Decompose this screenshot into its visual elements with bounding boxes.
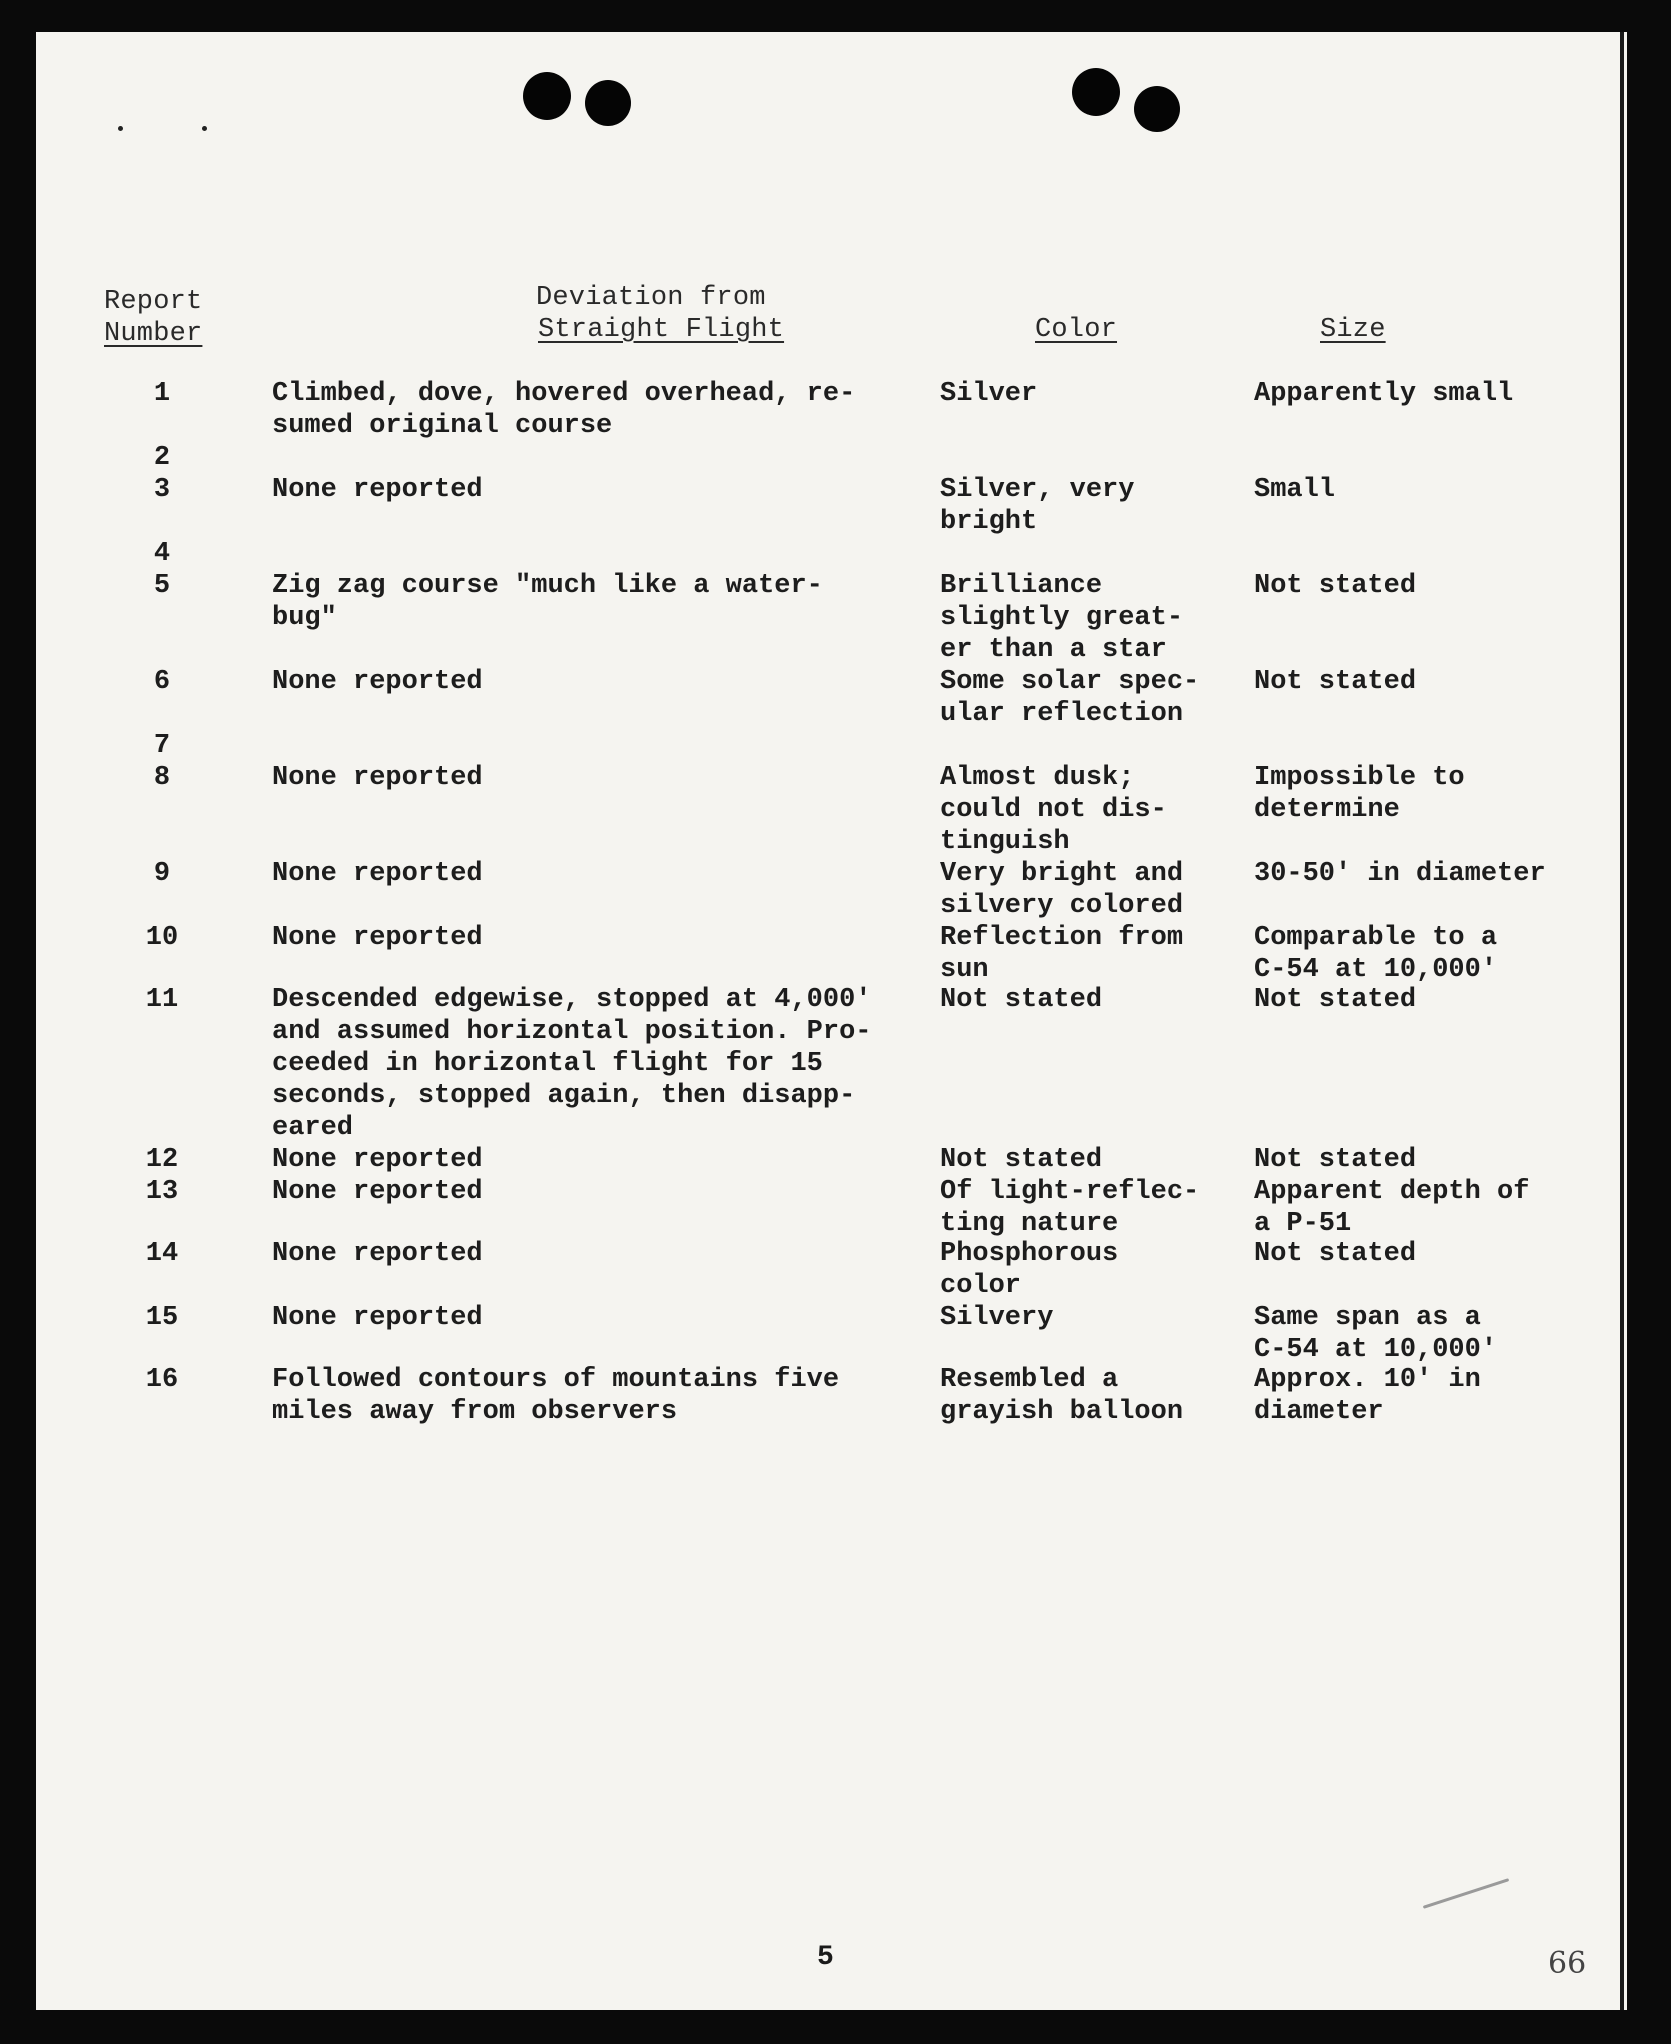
deviation-cell (272, 762, 483, 794)
deviation-cell (272, 1302, 483, 1334)
size-cell (1254, 762, 1465, 826)
deviation-cell-line: Climbed, dove, hovered overhead, re- (272, 379, 856, 409)
deviation-cell (272, 474, 483, 506)
color-cell-line: color (940, 1271, 1022, 1301)
deviation-cell-line: None reported (272, 859, 483, 889)
deviation-cell-line: bug" (272, 603, 337, 633)
size-cell-line: 30-50' in diameter (1254, 859, 1546, 889)
size-cell (1254, 474, 1335, 506)
deviation-cell-line: Zig zag course "much like a water- (272, 571, 823, 601)
report-number: 1 (153, 379, 171, 409)
report-number: 12 (145, 1145, 179, 1175)
color-cell-line: Silver (940, 379, 1038, 409)
deviation-cell-line: None reported (272, 1239, 483, 1269)
color-cell (940, 474, 1134, 538)
punch-hole (523, 72, 571, 120)
report-number: 11 (145, 985, 179, 1015)
deviation-cell-line: miles away from observers (272, 1397, 678, 1427)
deviation-cell (272, 984, 872, 1144)
deviation-cell-line: Descended edgewise, stopped at 4,000' (272, 985, 872, 1015)
size-cell-line: Not stated (1254, 1145, 1417, 1175)
color-cell-line: slightly great- (940, 603, 1184, 633)
color-cell (940, 1176, 1199, 1240)
color-cell (940, 858, 1183, 922)
deviation-cell (272, 1238, 483, 1270)
size-cell-line: Comparable to a (1254, 923, 1498, 953)
color-cell-line: silvery colored (940, 891, 1184, 921)
punch-hole (585, 80, 631, 126)
report-number: 7 (153, 731, 171, 761)
header-size: Size (1320, 315, 1386, 345)
color-cell-line: Phosphorous (940, 1239, 1119, 1269)
report-number: 13 (145, 1177, 179, 1207)
deviation-cell (272, 570, 823, 634)
color-cell-line: ular reflection (940, 699, 1184, 729)
header-report: Report (104, 287, 203, 317)
handwritten-mark: 66 (1548, 1946, 1587, 1981)
header-color: Color (1035, 315, 1118, 345)
size-cell (1254, 1176, 1529, 1240)
page-edge (1620, 32, 1624, 2010)
color-cell (940, 1302, 1053, 1334)
report-number: 14 (145, 1239, 179, 1269)
speck (202, 126, 207, 131)
size-cell (1254, 1144, 1416, 1176)
header-number: Number (104, 319, 203, 349)
size-cell (1254, 570, 1416, 602)
report-number: 2 (153, 443, 171, 473)
color-cell (940, 666, 1199, 730)
color-cell-line: Almost dusk; (940, 763, 1135, 793)
size-cell-line: Not stated (1254, 1239, 1417, 1269)
color-cell (940, 922, 1183, 986)
size-cell (1254, 378, 1513, 410)
size-cell (1254, 1238, 1416, 1270)
deviation-cell-line: ceeded in horizontal flight for 15 (272, 1049, 823, 1079)
color-cell (940, 984, 1102, 1016)
deviation-cell-line: None reported (272, 763, 483, 793)
color-cell-line: Silver, very (940, 475, 1135, 505)
report-number: 9 (153, 859, 171, 889)
size-cell-line: Apparently small (1254, 379, 1514, 409)
size-cell-line: Not stated (1254, 985, 1417, 1015)
deviation-cell-line: sumed original course (272, 411, 613, 441)
deviation-cell (272, 666, 483, 698)
size-cell-line: Not stated (1254, 571, 1417, 601)
color-cell (940, 1238, 1118, 1302)
report-number: 6 (153, 667, 171, 697)
deviation-cell (272, 858, 483, 890)
punch-hole (1072, 68, 1120, 116)
size-cell-line: Not stated (1254, 667, 1417, 697)
deviation-cell-line: None reported (272, 1303, 483, 1333)
page-number: 5 (817, 1942, 834, 1973)
color-cell (940, 1144, 1102, 1176)
header-straight-flight: Straight Flight (538, 315, 785, 345)
color-cell-line: ting nature (940, 1209, 1119, 1239)
size-cell-line: Impossible to (1254, 763, 1465, 793)
color-cell (940, 1364, 1183, 1428)
deviation-cell-line: None reported (272, 475, 483, 505)
deviation-cell-line: and assumed horizontal position. Pro- (272, 1017, 872, 1047)
size-cell-line: C-54 at 10,000' (1254, 955, 1498, 985)
color-cell-line: tinguish (940, 827, 1070, 857)
size-cell (1254, 1364, 1481, 1428)
size-cell (1254, 858, 1546, 890)
size-cell-line: diameter (1254, 1397, 1384, 1427)
color-cell-line: Not stated (940, 985, 1103, 1015)
speck (118, 126, 123, 131)
color-cell (940, 378, 1037, 410)
deviation-cell (272, 1364, 839, 1428)
size-cell-line: Small (1254, 475, 1336, 505)
color-cell-line: grayish balloon (940, 1397, 1184, 1427)
size-cell-line: a P-51 (1254, 1209, 1352, 1239)
pencil-mark (1423, 1878, 1510, 1909)
report-number: 5 (153, 571, 171, 601)
report-number: 8 (153, 763, 171, 793)
size-cell (1254, 1302, 1497, 1366)
color-cell-line: er than a star (940, 635, 1167, 665)
color-cell-line: Resembled a (940, 1365, 1119, 1395)
color-cell-line: Of light-reflec- (940, 1177, 1200, 1207)
report-number: 16 (145, 1365, 179, 1395)
punch-hole (1134, 86, 1180, 132)
color-cell-line: bright (940, 507, 1038, 537)
size-cell (1254, 984, 1416, 1016)
deviation-cell-line: None reported (272, 1145, 483, 1175)
color-cell (940, 570, 1183, 666)
size-cell-line: Same span as a (1254, 1303, 1481, 1333)
size-cell-line: Apparent depth of (1254, 1177, 1530, 1207)
color-cell-line: could not dis- (940, 795, 1167, 825)
deviation-cell (272, 1144, 483, 1176)
report-number: 15 (145, 1303, 179, 1333)
deviation-cell-line: None reported (272, 667, 483, 697)
deviation-cell-line: None reported (272, 1177, 483, 1207)
color-cell-line: Silvery (940, 1303, 1054, 1333)
deviation-cell-line: Followed contours of mountains five (272, 1365, 840, 1395)
color-cell-line: sun (940, 955, 989, 985)
size-cell-line: determine (1254, 795, 1400, 825)
deviation-cell-line: eared (272, 1113, 354, 1143)
deviation-cell-line: seconds, stopped again, then disapp- (272, 1081, 856, 1111)
header-deviation: Deviation from (536, 283, 766, 313)
report-number: 10 (145, 923, 179, 953)
deviation-cell (272, 922, 483, 954)
color-cell-line: Very bright and (940, 859, 1184, 889)
report-number: 3 (153, 475, 171, 505)
size-cell-line: Approx. 10' in (1254, 1365, 1481, 1395)
deviation-cell-line: None reported (272, 923, 483, 953)
size-cell-line: C-54 at 10,000' (1254, 1335, 1498, 1365)
size-cell (1254, 922, 1497, 986)
size-cell (1254, 666, 1416, 698)
color-cell-line: Reflection from (940, 923, 1184, 953)
deviation-cell (272, 1176, 483, 1208)
document-page (36, 32, 1627, 2010)
color-cell-line: Not stated (940, 1145, 1103, 1175)
color-cell-line: Some solar spec- (940, 667, 1200, 697)
deviation-cell (272, 378, 855, 442)
color-cell-line: Brilliance (940, 571, 1103, 601)
color-cell (940, 762, 1167, 858)
report-number: 4 (153, 539, 171, 569)
